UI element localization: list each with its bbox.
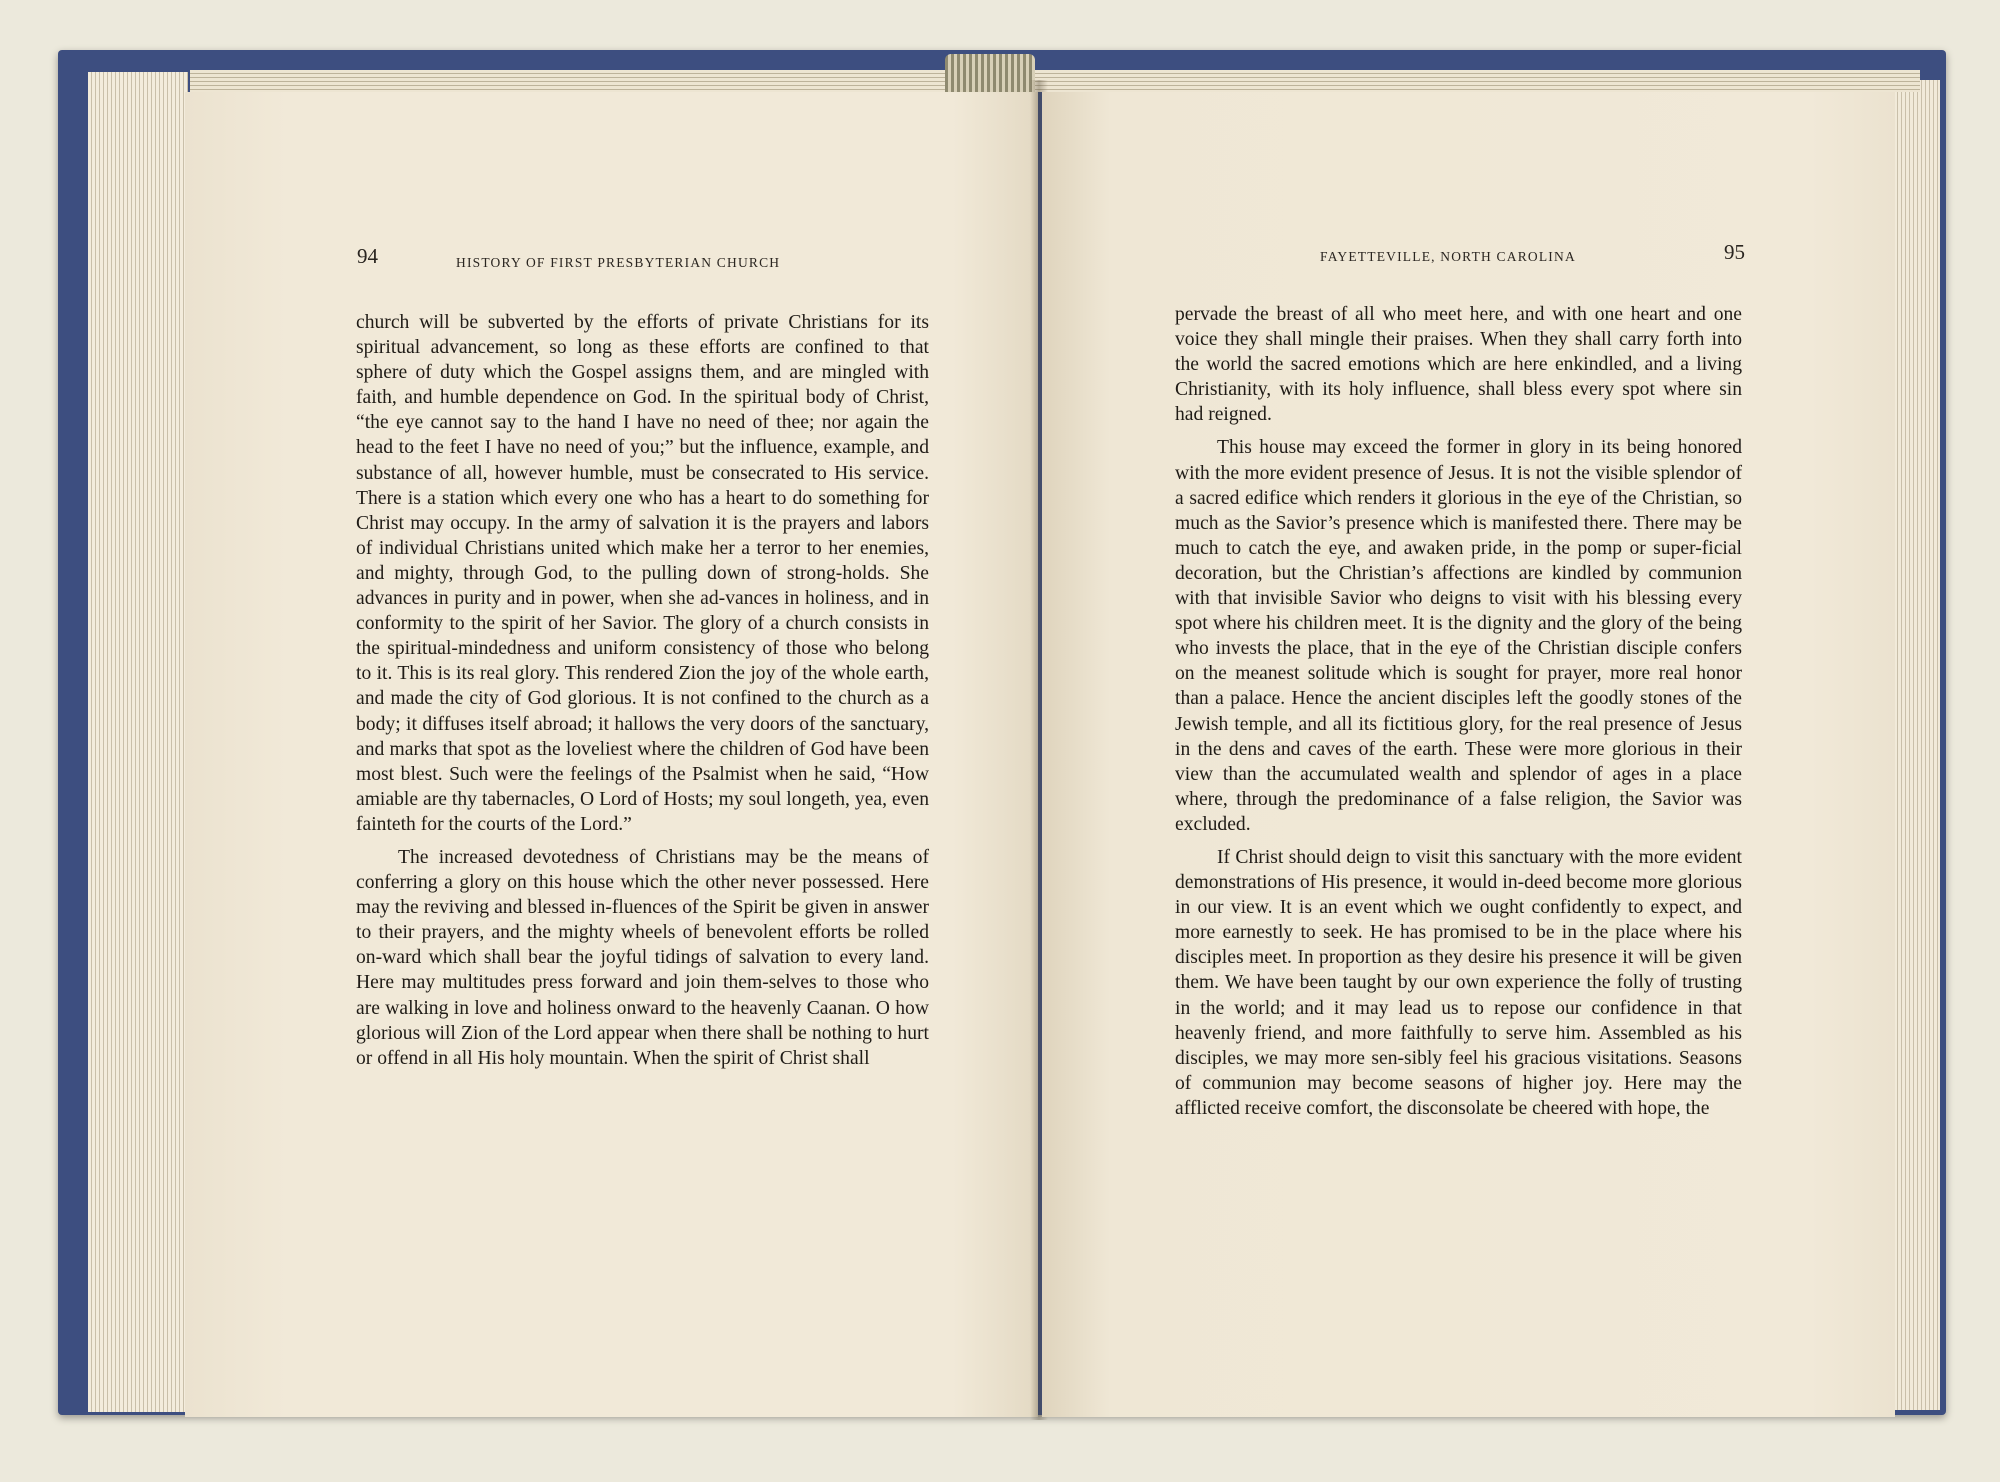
paragraph: This house may exceed the former in glory in its being honored with the more evident presence of Jesus. It is not the visible splendor of a sacred edifice which renders it glorious in the eye of the Christian, so much as the Savior’s presence which is manifested there. There may be much to catch the eye, and awaken pride, in the pomp or super-ficial decoration, but the Christian’s affections are kindled by communion with that invisible Savior who deigns to visit with his blessing every spot where his children meet. It is the dignity and the glory of the being who invests the place, that in the eye of the Christian disciple confers on the meanest solitude which is sought for prayer, more real honor than a palace. Hence the ancient disciples left the goodly stones of the Jewish temple, and all its fictitious glory, for the real presence of Jesus in the dens and caves of the earth. These were more glorious in their view than the accumulated wealth and splendor of ages in a place where, through the predominance of a false religion, the Savior was excluded. xyxy=(1175,437,1742,835)
running-head-left: HISTORY OF FIRST PRESBYTERIAN CHURCH xyxy=(456,255,781,270)
book-spine xyxy=(945,54,1035,94)
right-page xyxy=(1042,92,1895,1417)
paragraph: church will be subverted by the efforts of private Christians for its spiritual advancement, so long as these efforts are confined to that sphere of duty which the Gospel assigns them, and are mingled with faith, and humble dependence on God. In the spiritual body of Christ, “the eye cannot say to the hand I have no need of thee; nor again the head to the feet I have no need of you;” but the influence, example, and substance of all, however humble, must be consecrated to His service. There is a station which every one who has a heart to do something for Christ may occupy. In the army of salvation it is the prayers and labors of individual Christians united which make her a terror to her enemies, and mighty, through God, to the pulling down of strong-holds. She advances in purity and in power, when she ad-vances in holiness, and in conformity to the spirit of her Savior. The glory of a church consists in the spiritual-mindedness and uniform consistency of those who belong to it. This is its real glory. This rendered Zion the joy of the whole earth, and made the city of God glorious. It is not confined to the church as a body; it diffuses itself abroad; it hallows the very doors of the sanctuary, and marks that spot as the loveliest where the children of God have been most blest. Such were the feelings of the Psalmist when he said, “How amiable are thy tabernacles, O Lord of Hosts; my soul longeth, yea, even fainteth for the courts of the Lord.” xyxy=(356,312,929,835)
right-page-body xyxy=(1175,302,1742,1121)
page-number-left: 94 xyxy=(357,244,378,268)
page-edges-right xyxy=(1890,80,1940,1410)
page-edges-left xyxy=(88,72,188,1412)
paragraph: The increased devotedness of Christians may be the means of conferring a glory on this house which the other never possessed. Here may the reviving and blessed in-fluences of the Spirit be given in answer to their prayers, and the mighty wheels of benevolent efforts be rolled on-ward which shall bear the joyful tidings of salvation to every land. Here may multitudes press forward and join them-selves to those who are walking in love and holiness onward to the heavenly Caanan. O how glorious will Zion of the Lord appear when there shall be nothing to hurt or offend in all His holy mountain. When the spirit of Christ shall xyxy=(356,846,929,1069)
paragraph: pervade the breast of all who meet here, and with one heart and one voice they shall mingle their praises. When they shall carry forth into the world the sacred emotions which are here enkindled, and a living Christianity, with its holy influence, shall bless every spot where sin had reigned. xyxy=(1175,304,1742,426)
page-edges-top xyxy=(190,70,1920,92)
page-number-right: 95 xyxy=(1724,240,1745,264)
running-head-right: FAYETTEVILLE, NORTH CAROLINA xyxy=(1320,249,1576,264)
left-page-body xyxy=(356,310,929,1071)
left-page xyxy=(185,92,1038,1417)
paragraph: If Christ should deign to visit this sanctuary with the more evident demonstrations of His presence, it would in-deed become more glorious in our view. It is an event which we ought confidently to expect, and more earnestly to seek. He has promised to be in the place where his disciples meet. In proportion as they desire his presence it will be given them. We have been taught by our own experience the folly of trusting in the world; and it may lead us to repose our confidence in that heavenly friend, and more faithfully to serve him. Assembled as his disciples, we may more sen-sibly feel his gracious visitations. Seasons of communion may become seasons of higher joy. Here may the afflicted receive comfort, the disconsolate be cheered with hope, the xyxy=(1175,846,1742,1119)
